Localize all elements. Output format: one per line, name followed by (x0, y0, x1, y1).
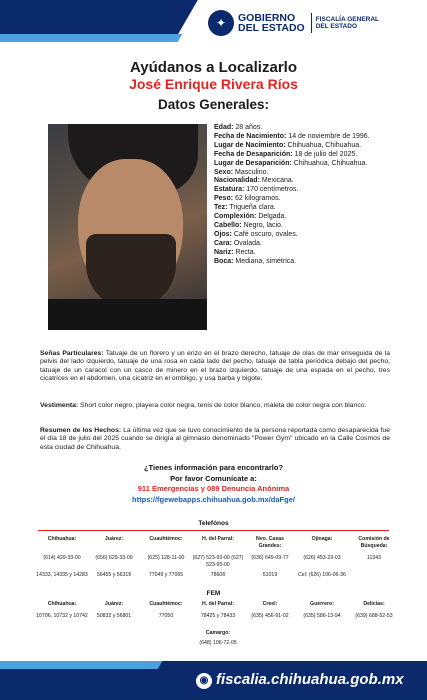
gov-line1: GOBIERNO (238, 12, 296, 24)
detail-row (214, 240, 394, 249)
detail-value: Masculino. (233, 168, 269, 176)
detail-row (214, 169, 394, 178)
phone-number: 11343 (366, 555, 382, 561)
fiscalia-line2: DEL ESTADO (315, 23, 357, 30)
missing-person-name: José Enrique Rivera Ríos (129, 76, 298, 92)
detail-value: 62 kilogramos. (233, 195, 281, 203)
globe-icon: ◉ (196, 673, 212, 689)
fiscalia-text (312, 16, 379, 30)
telefonos-divider (38, 530, 389, 531)
detail-value: Mediana, simétrica. (233, 257, 297, 265)
fem-office-name: H. del Parral: (201, 601, 234, 607)
phone-extension: 77049 y 77065 (148, 572, 184, 578)
detail-value: Negro, lacio. (241, 221, 283, 229)
cta-emergency: 911 Emergencias y 089 Denuncia Anónima (137, 484, 290, 493)
footer-website[interactable]: fiscalia.chihuahua.gob.mx (216, 671, 404, 688)
fem-office-name: Chihuahua: (47, 601, 77, 607)
detail-row (214, 177, 394, 186)
detail-row (214, 231, 394, 240)
page-title: Ayúdanos a Localizarlo (130, 59, 297, 76)
hechos-label: Resumen de los Hechos: (40, 427, 122, 434)
detail-label: Edad: (214, 124, 234, 131)
detail-row (214, 204, 394, 213)
detail-row (214, 160, 394, 169)
fem-office-name: Cuauhtémoc: (149, 601, 183, 607)
cta-question: ¿Tienes información para encontrarlo? (143, 463, 284, 472)
detail-row (214, 258, 394, 267)
fem-number: (635) 586-13-94 (303, 613, 341, 619)
senas-label: Señas Particulares: (40, 350, 104, 357)
detail-row (214, 195, 394, 204)
fem-number: (635) 456-91-02 (251, 613, 289, 619)
detail-label: Ojos: (214, 230, 232, 238)
fem-office-name: Juárez: (104, 601, 124, 607)
footer-light-bar (0, 661, 162, 669)
senas-paragraph (40, 350, 390, 384)
cta-prompt: Por favor Comunícate a: (170, 473, 257, 483)
vestimenta-paragraph (40, 402, 390, 410)
detail-row (214, 213, 394, 222)
fem-title: FEM (206, 590, 221, 597)
fem-office-name: Delicias: (363, 601, 385, 607)
telefonos-grid (36, 536, 396, 596)
detail-label: Fecha de Nacimiento: (214, 132, 287, 140)
detail-value: Trigueña clara. (227, 204, 276, 212)
detail-row (214, 186, 394, 195)
detail-value: 14 de noviembre de 1996. (286, 132, 370, 140)
photo-shirt (48, 299, 207, 330)
phone-office-name: Ojinaga: (311, 536, 333, 542)
fem-number: 50832 y 56801 (96, 613, 132, 619)
detail-value: 170 centímetros. (244, 186, 299, 194)
fem-office-name: Camargo: (205, 630, 231, 636)
detail-label: Estatura: (214, 186, 245, 194)
detail-label: Lugar de Desaparición: (214, 159, 292, 167)
detail-label: Cara: (214, 239, 232, 247)
detail-label: Peso: (214, 195, 234, 203)
phone-number: (625) 128-11-00 (147, 555, 185, 561)
phone-number: (626) 453-23-03 (303, 555, 341, 561)
detail-label: Boca: (214, 257, 234, 265)
detail-row (214, 222, 394, 231)
detail-label: Nariz: (214, 248, 234, 256)
cta-link[interactable]: https://fgewebapps.chihuahua.gob.mx/daFge/ (132, 494, 295, 504)
person-photo (48, 124, 207, 330)
footer-band (0, 661, 427, 700)
fem-number: 78425 y 78433 (200, 613, 236, 619)
phone-extension: 14333, 14335 y 14283 (36, 572, 88, 578)
fiscalia-line1: FISCALÍA GENERAL (315, 16, 380, 23)
phone-extension: 78606 (210, 572, 226, 578)
detail-value: Chihuahua, Chihuahua. (285, 141, 362, 149)
fem-office-name: Guerrero: (310, 601, 334, 607)
fem-number: (648) 106-72-05 (199, 640, 237, 646)
fem-number: (639) 688-52-53 (355, 613, 393, 619)
detail-value: Recta. (233, 248, 256, 256)
phone-office-name: H. del Parral: (201, 536, 234, 542)
detail-value: Mexicana. (259, 177, 294, 185)
detail-label: Cabello: (214, 221, 242, 229)
detail-row (214, 151, 394, 160)
fem-number: 10706, 10732 y 10742 (36, 613, 88, 619)
phone-extension: 51019 (262, 572, 278, 578)
detail-value: Delgada. (256, 213, 287, 221)
telefonos-title: Telefónos (198, 520, 229, 527)
vestimenta-text: Short color negro, playera color negra, tenis de color blanco, maleta de color negra con blanco. (78, 402, 367, 409)
fem-grid (36, 601, 396, 661)
detail-value: Café oscuro, ovales. (231, 230, 298, 238)
hechos-paragraph (40, 427, 390, 452)
detail-value: 28 años. (233, 124, 263, 131)
phone-number: (636) 649-09-77 (251, 555, 289, 561)
detail-value: Chihuahua, Chihuahua. (291, 159, 368, 167)
government-logo (208, 10, 379, 36)
detail-label: Sexo: (214, 168, 234, 176)
phone-office-name: Nvo. Casas Grandes: (256, 536, 284, 549)
fem-number: 77050 (158, 613, 174, 619)
header-light-bar (0, 34, 182, 42)
phone-office-name: Chihuahua: (47, 536, 77, 542)
detail-row (214, 133, 394, 142)
state-seal-icon: ✦ (208, 10, 234, 36)
gov-line2: DEL ESTADO (238, 22, 305, 34)
detail-label: Fecha de Desaparición: (214, 150, 293, 158)
photo-beard (86, 234, 176, 309)
phone-number: (656) 629-33-00 (95, 555, 133, 561)
hechos-text: La última vez que se tuvo conocimiento de la persona reportada como desaparecida fue el día 18 de julio del 2025 cuando se dirigía al gimnasio denominado "Power Gym" ubicado en la Calle Cosmos de esta ciudad de Chihuahua. (40, 427, 390, 451)
phone-extension: 56455 y 56319 (96, 572, 132, 578)
detail-label: Tez: (214, 204, 228, 212)
phone-office-name: Comisión de Búsqueda: (358, 536, 390, 549)
phone-extension: Cel: (626) 106-06-36 (298, 572, 346, 578)
phone-number: (614) 429-33-00 (43, 555, 81, 561)
detail-row (214, 142, 394, 151)
detail-row (214, 249, 394, 258)
vestimenta-label: Vestimenta: (40, 402, 79, 409)
contact-call-to-action (0, 463, 427, 505)
phone-number: (627) 523-93-00 (627) 523-95-00 (192, 555, 244, 568)
phone-office-name: Juárez: (104, 536, 124, 542)
detail-label: Lugar de Nacimiento: (214, 141, 286, 149)
detail-value: 18 de julio del 2025. (292, 150, 358, 158)
detail-value: Ovalada. (231, 239, 262, 247)
detail-label: Nacionalidad: (214, 177, 260, 185)
senas-text: Tatuaje de un florero y un erizo en el brazo derecho, tatuaje de olas de mar enseguida de la pelvis del lado izquierdo, tatuaje de una rosa en cada lado del pecho, tatuaje de tabla periódica debajo del pecho, tatuaje de un caracol con un casco de minero en el brazo izquierdo, tatuaje de una espada en el pecho, tres cicatrices en el abdomen, una cicatriz en el ombligo, y usa barba y bigote. (40, 350, 390, 383)
fem-office-name: Creel: (262, 601, 278, 607)
gov-text (238, 13, 312, 33)
phone-office-name: Cuauhtémoc: (149, 536, 183, 542)
detail-row (214, 124, 394, 133)
details-list (214, 124, 394, 267)
header-dark-bar (0, 0, 198, 34)
detail-label: Complexión: (214, 213, 257, 221)
section-title: Datos Generales: (157, 97, 270, 112)
